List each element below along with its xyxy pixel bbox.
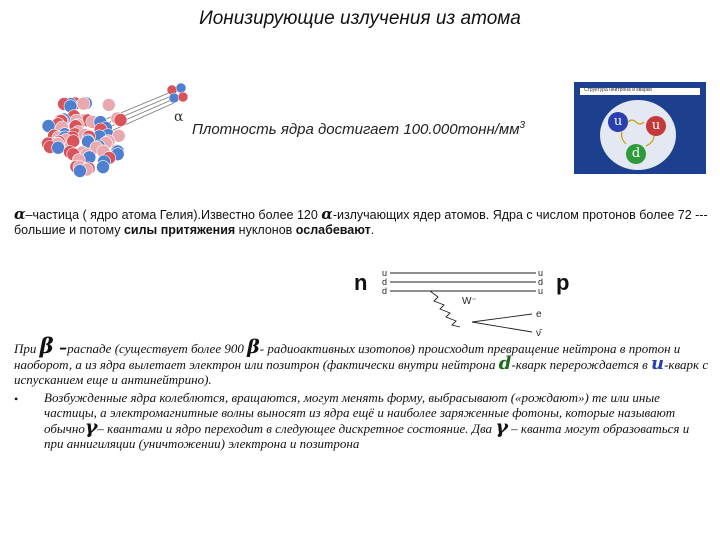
right-quark-1: u xyxy=(538,268,544,278)
nucleon-sphere xyxy=(97,161,110,174)
quark-image-header-text: Структура нейтрона и кварки xyxy=(584,87,652,93)
nucleus-density-text xyxy=(192,120,525,138)
beta-symbol-1: β xyxy=(39,333,54,358)
density-exponent: 3 xyxy=(519,120,526,131)
alpha-label: α xyxy=(174,109,184,125)
right-quark-2: d xyxy=(538,277,544,287)
quark-image xyxy=(574,82,706,174)
density-text: Плотность ядра достигает 100.000тонн/мм xyxy=(192,121,520,138)
alpha-nucleon-sphere xyxy=(169,93,179,103)
gluon-lines xyxy=(574,82,706,174)
quark-lines xyxy=(390,273,536,291)
gamma-symbol-1: γ xyxy=(84,416,98,438)
nucleon-sphere xyxy=(73,165,86,178)
nucleus-illustration xyxy=(34,76,194,186)
quark-u-blue: u xyxy=(608,112,628,132)
gamma-symbol-2: γ xyxy=(495,416,508,438)
nucleon-sphere xyxy=(114,114,127,127)
alpha-symbol: α xyxy=(14,205,26,223)
gamma-paragraph xyxy=(44,390,704,451)
electron-line xyxy=(472,314,532,322)
alpha-text-1: –частица ( ядро атома Гелия).Известно более 120 xyxy=(25,208,322,222)
nucleon-sphere xyxy=(102,98,115,111)
bullet-marker: • xyxy=(14,392,19,406)
page-title: Ионизирующие излучения из атома xyxy=(199,8,521,29)
antineutrino-label: ν̄ xyxy=(536,328,541,339)
left-quark-3: d xyxy=(382,286,388,296)
alpha-text-2: -излучающих ядер атомов. Ядра с числом протонов более 72 ---большие и потому xyxy=(14,208,708,237)
gamma-text-2: – квантами и ядро переходит в следующее дискретное состояние. Два xyxy=(97,421,496,436)
alpha-bold-forces: силы притяжения xyxy=(123,223,236,237)
beta-minus: – xyxy=(53,338,68,357)
w-boson-line xyxy=(430,291,460,327)
quark-u-letter: u xyxy=(650,353,665,374)
left-quark-1: u xyxy=(382,268,388,278)
alpha-text-4: . xyxy=(370,223,375,237)
alpha-symbol-2: α xyxy=(321,205,333,223)
gamma-text-1: Возбужденные ядра колеблются, вращаются, могут менять форму, выбрасывают («рождают») те или иные частицы, а электромагнитные волны выносят из ядра ещё и наиболее заряженные фотоны, которые называют обычно xyxy=(44,390,676,436)
nucleon-sphere xyxy=(77,97,90,110)
alpha-nucleon-sphere xyxy=(178,92,188,102)
nucleus xyxy=(42,97,128,178)
alpha-particle-cluster xyxy=(167,83,188,103)
quark-u-red: u xyxy=(646,116,666,136)
quark-d-letter: d xyxy=(498,353,512,374)
w-boson-label: W⁻ xyxy=(462,296,477,307)
alpha-text-3: нуклонов xyxy=(235,223,296,237)
nucleon-sphere xyxy=(52,141,65,154)
neutron-label: n xyxy=(354,270,368,295)
beta-text-3: -кварк перерождается в xyxy=(511,357,651,372)
beta-text-4: -кварк с испусканием еще и антинейтрино). xyxy=(14,357,709,387)
beta-paragraph xyxy=(14,333,714,387)
alpha-paragraph xyxy=(14,207,714,238)
alpha-nucleon-sphere xyxy=(176,83,186,93)
beta-text-1: распаде (существует более 900 xyxy=(67,341,248,356)
beta-text-2: - радиоактивных изотопов) происходит превращение нейтрона в протон и наоборот, а из ядра вылетает электрон или позитрон (фактически внутри нейтрона xyxy=(14,341,681,372)
proton-label: p xyxy=(556,270,570,295)
left-quark-2: d xyxy=(382,277,388,287)
beta-symbol-2: β xyxy=(247,336,260,358)
right-quark-3: u xyxy=(538,286,544,296)
beta-pre: При xyxy=(14,341,40,356)
beta-decay-diagram xyxy=(350,262,590,342)
gamma-text-3: – кванта могут образоваться и при аннигиляции (уничтожении) электрона и позитрона xyxy=(44,421,690,451)
quark-d-green: d xyxy=(626,144,646,164)
electron-label: e xyxy=(536,309,542,320)
alpha-bold-weaken: ослабевают xyxy=(295,223,371,237)
antineutrino-line xyxy=(472,322,532,332)
